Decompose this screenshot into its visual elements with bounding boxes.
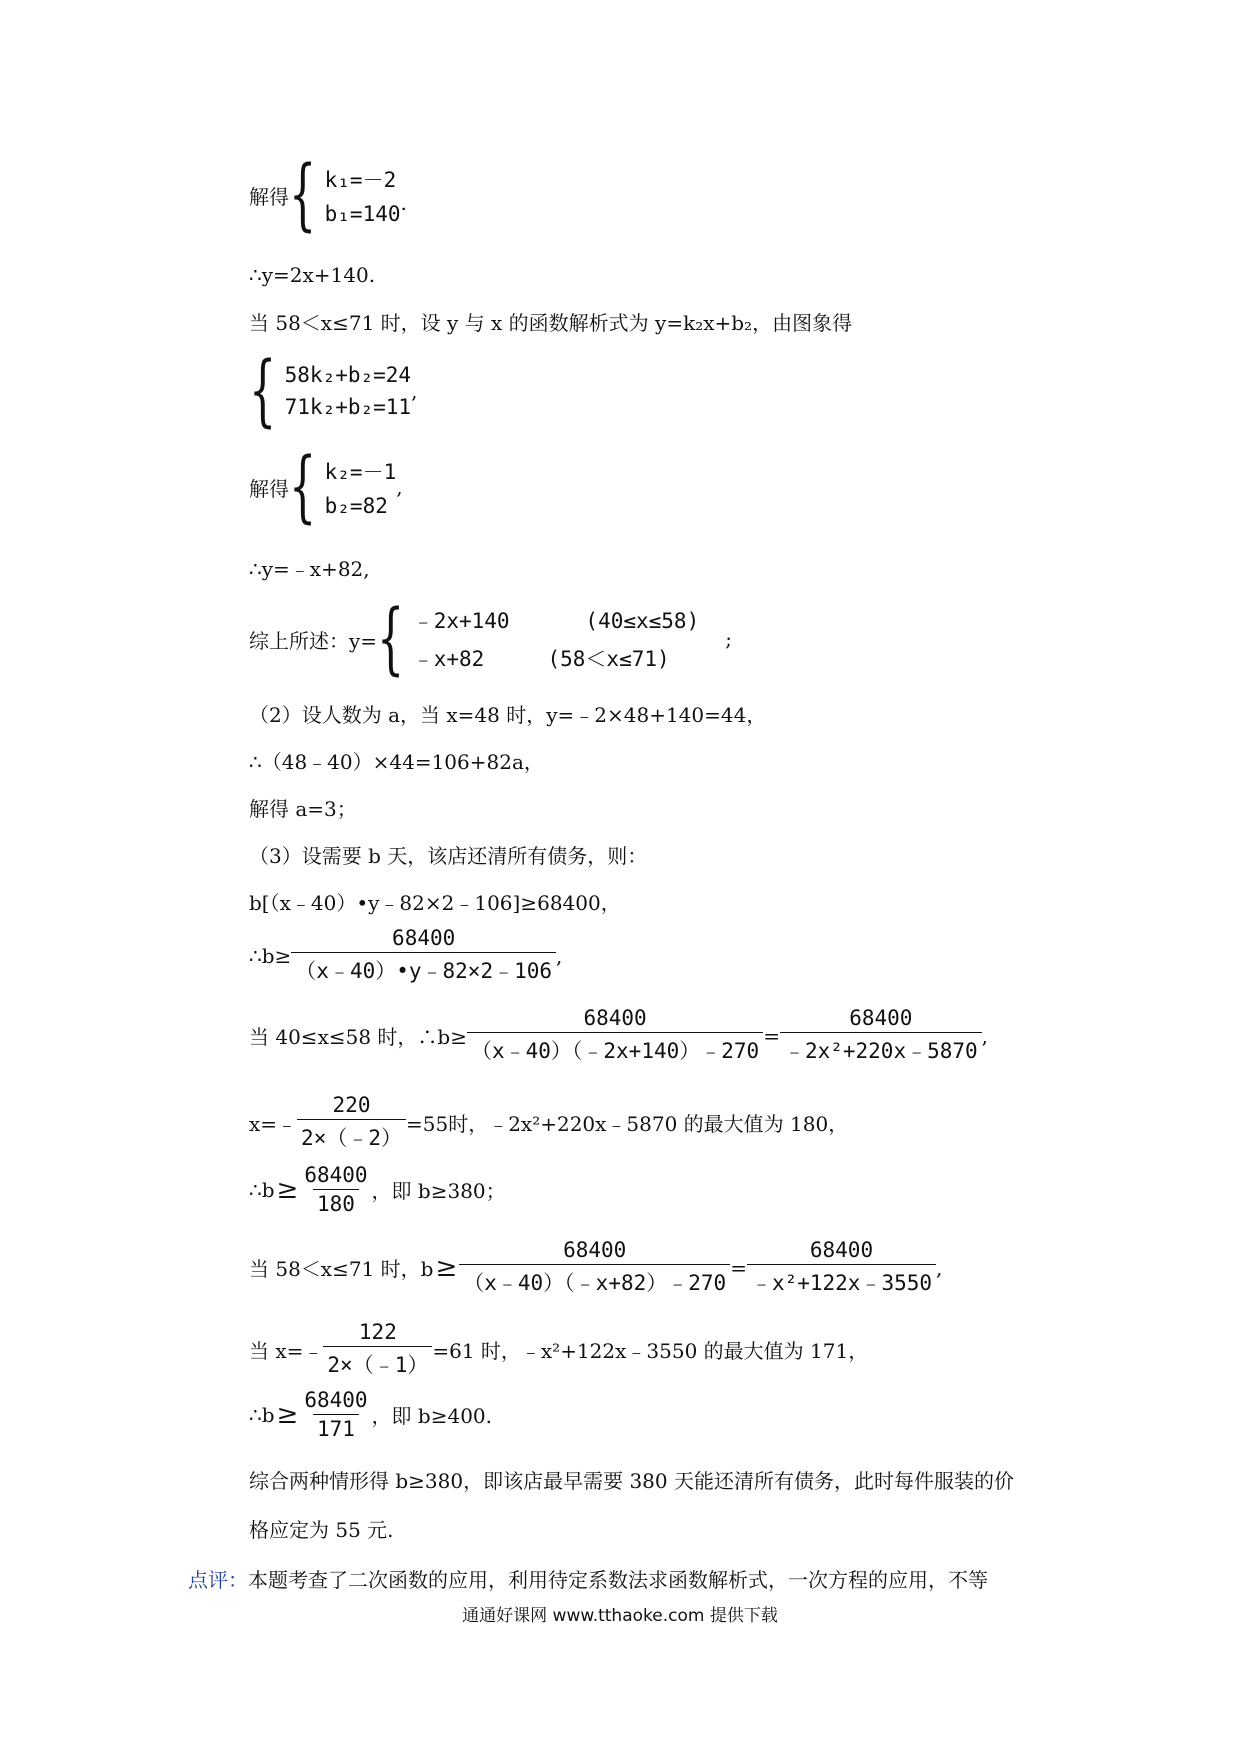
denominator: （x﹣40）•y﹣82×2﹣106 — [291, 952, 556, 985]
f7-suffix: ，即 b≥400. — [371, 1404, 492, 1428]
fraction-line-1 — [249, 926, 562, 985]
sys3-prefix: 解得 — [249, 476, 289, 501]
comment-line — [188, 1567, 988, 1593]
numerator: 68400 — [392, 926, 456, 950]
fraction-right — [747, 1238, 936, 1297]
denominator: 180 — [313, 1189, 359, 1216]
ge-sign: ≥ — [276, 1174, 299, 1205]
fraction-line-6 — [249, 1320, 868, 1379]
equals-sign: = — [763, 1023, 780, 1048]
f6-suffix: =61 时，﹣x²+122x﹣3550 的最大值为 171， — [432, 1339, 869, 1363]
conclusion-line-2: 格应定为 55 元. — [249, 1518, 394, 1542]
numerator: 68400 — [849, 1006, 913, 1030]
fraction-left — [459, 1238, 730, 1297]
ge-sign: ≥ — [435, 1252, 458, 1283]
left-brace-icon: { — [249, 346, 277, 436]
f2-suffix: , — [981, 1023, 989, 1048]
f5-prefix: 当 58＜x≤71 时，b — [249, 1257, 434, 1281]
sys1-suffix: . — [400, 191, 407, 215]
numerator: 220 — [332, 1093, 371, 1117]
denominator: ﹣x²+122x﹣3550 — [747, 1264, 936, 1297]
sys4-prefix: 综上所述：y= — [249, 628, 378, 653]
left-brace-icon: { — [289, 150, 317, 240]
fraction-line-4 — [249, 1163, 506, 1216]
numerator: 122 — [358, 1320, 397, 1344]
f7-prefix: ∴b — [249, 1402, 275, 1427]
denominator: ﹣2x²+220x﹣5870 — [780, 1032, 982, 1065]
fraction — [323, 1320, 432, 1379]
f5-suffix: , — [936, 1255, 943, 1280]
comment-text: 本题考查了二次函数的应用，利用待定系数法求函数解析式，一次方程的应用，不等 — [248, 1568, 988, 1592]
fraction-line-5 — [249, 1238, 942, 1297]
sys1-row2: b₁=140 — [324, 202, 401, 226]
left-brace-icon: { — [377, 594, 405, 684]
line-part3-inequality: b[（x﹣40）•y﹣82×2﹣106]≥68400， — [249, 891, 621, 915]
line-part3-setup: （3）设需要 b 天，该店还清所有债务，则： — [249, 844, 648, 868]
fraction — [300, 1388, 371, 1441]
f4-suffix: ，即 b≥380； — [371, 1179, 506, 1203]
numerator: 68400 — [583, 1006, 647, 1030]
denominator: （x﹣40）（﹣2x+140）﹣270 — [467, 1032, 763, 1065]
denominator: 2×（﹣1） — [323, 1346, 432, 1379]
equals-sign: = — [730, 1255, 747, 1280]
numerator: 68400 — [563, 1238, 627, 1262]
line-part2-setup: （2）设人数为 a，当 x=48 时，y=﹣2×48+140=44， — [249, 703, 767, 727]
comment-label: 点评： — [188, 1568, 248, 1592]
f3-suffix: =55时，﹣2x²+220x﹣5870 的最大值为 180， — [405, 1112, 849, 1136]
fraction-right — [780, 1006, 982, 1065]
left-brace-icon: { — [289, 442, 317, 532]
line-part2-equation: ∴（48﹣40）×44=106+82a， — [249, 750, 544, 774]
fraction — [291, 926, 556, 985]
ge-sign: ≥ — [276, 1399, 299, 1430]
line-y1: ∴y=2x+140. — [249, 263, 376, 287]
line-case2: 当 58＜x≤71 时，设 y 与 x 的函数解析式为 y=k₂x+b₂，由图象得 — [249, 311, 853, 335]
page-footer: 通通好课网 www.tthaoke.com 提供下载 — [462, 1606, 778, 1626]
fraction-left — [467, 1006, 763, 1065]
line-y2: ∴y=﹣x+82, — [249, 557, 370, 581]
fraction — [300, 1163, 371, 1216]
f4-prefix: ∴b — [249, 1177, 275, 1202]
sys3-row2: b₂=82 — [324, 494, 388, 518]
fraction — [297, 1093, 406, 1152]
sys2-suffix: , — [411, 379, 418, 403]
equation-system-3 — [249, 442, 403, 532]
sys3-row1: k₂=－1 — [324, 460, 397, 484]
numerator: 68400 — [809, 1238, 874, 1262]
fraction-line-7 — [249, 1388, 492, 1441]
conclusion-line-1: 综合两种情形得 b≥380，即该店最早需要 380 天能还清所有债务，此时每件服装的价 — [249, 1469, 1014, 1493]
sys3-suffix: , — [396, 475, 403, 499]
sys4-row1: ﹣2x+140 (40≤x≤58) — [412, 609, 700, 633]
sys4-row2: ﹣x+82 (58＜x≤71) — [412, 647, 670, 671]
denominator: （x﹣40）（﹣x+82）﹣270 — [459, 1264, 730, 1297]
sys1-row1: k₁=－2 — [324, 168, 397, 192]
f1-suffix: , — [556, 943, 563, 968]
denominator: 171 — [313, 1414, 359, 1441]
f3-prefix: x=﹣ — [249, 1112, 298, 1136]
fraction-line-3 — [249, 1093, 848, 1152]
fraction-line-2 — [249, 1006, 988, 1065]
sys4-suffix: ; — [725, 627, 732, 651]
denominator: 2×（﹣2） — [297, 1119, 406, 1152]
sys2-row1: 58k₂+b₂=24 — [284, 363, 412, 387]
piecewise-function — [249, 594, 732, 684]
numerator: 68400 — [304, 1388, 368, 1412]
sys1-prefix: 解得 — [249, 184, 289, 209]
sys2-row2: 71k₂+b₂=11 — [284, 395, 412, 419]
f6-prefix: 当 x=﹣ — [249, 1339, 324, 1363]
f1-prefix: ∴b≥ — [249, 943, 292, 968]
f2-prefix: 当 40≤x≤58 时，∴b≥ — [249, 1025, 467, 1049]
numerator: 68400 — [304, 1163, 368, 1187]
equation-system-2 — [249, 346, 418, 436]
equation-system-1 — [249, 150, 407, 240]
line-part2-result: 解得 a=3； — [249, 797, 357, 821]
